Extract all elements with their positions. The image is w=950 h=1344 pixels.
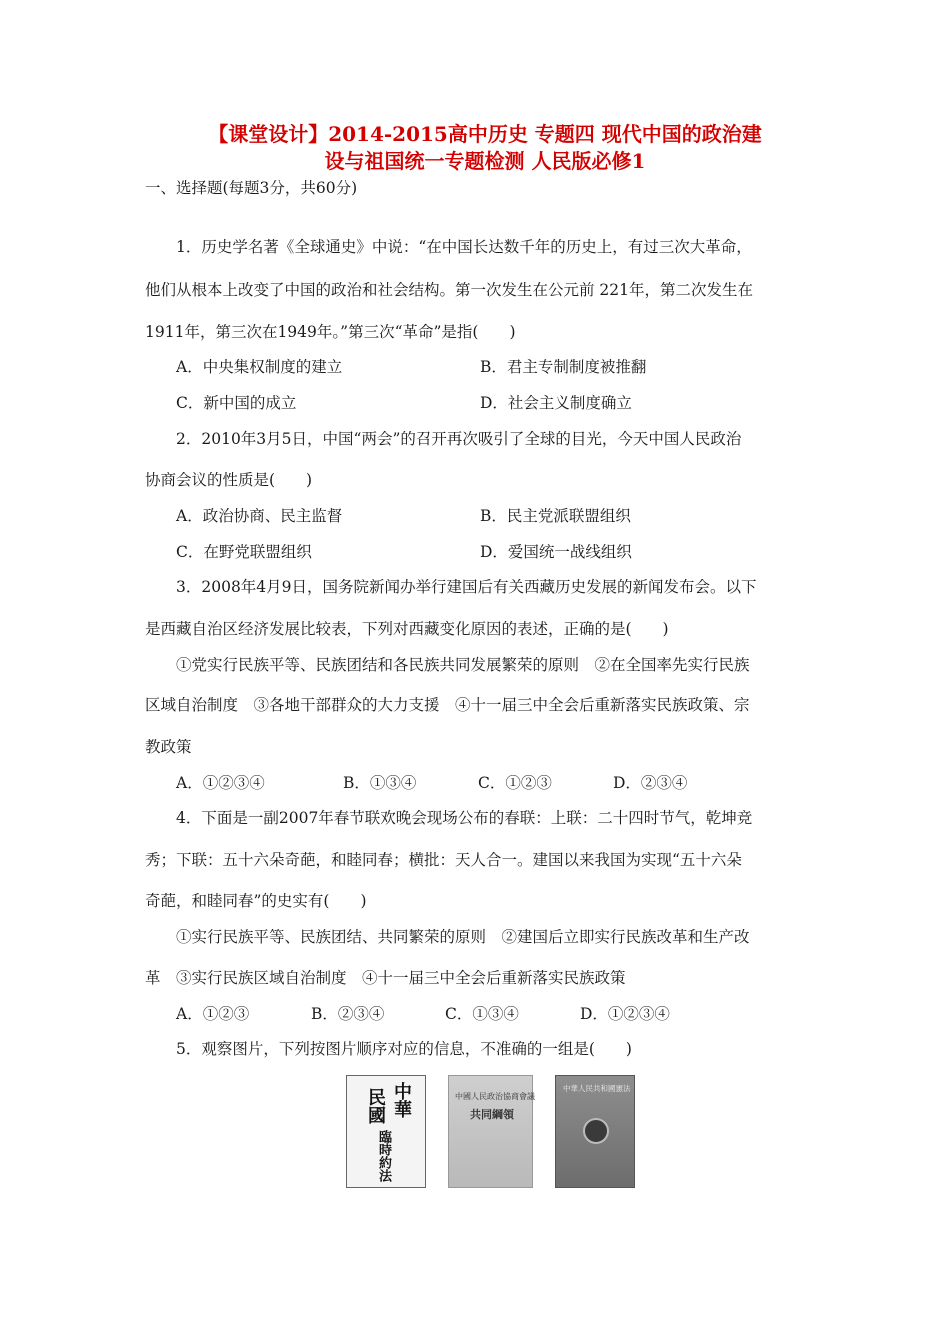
section-heading: 一、选择题(每题3分，共60分) — [145, 179, 358, 197]
q3-line-4: 区域自治制度 ③各地干部群众的大力支援 ④十一届三中全会后重新落实民族政策、宗 — [145, 696, 750, 714]
q3-option-d: D．②③④ — [613, 774, 688, 792]
q3-option-a: A．①②③④ — [176, 774, 265, 792]
q2-line-2: 协商会议的性质是( ) — [145, 471, 313, 489]
national-emblem-icon — [583, 1118, 609, 1144]
q1-line-1: 1．历史学名著《全球通史》中说：“在中国长达数千年的历史上，有过三次大革命， — [176, 238, 752, 256]
q2-line-1: 2．2010年3月5日，中国“两会”的召开再次吸引了全球的目光，今天中国人民政治 — [176, 430, 742, 448]
pic2-line1: 中國人民政治協商會議 — [455, 1092, 535, 1101]
q2-option-d: D．爱国统一战线组织 — [480, 543, 632, 561]
document-title-line-2: 设与祖国统一专题检测 人民版必修1 — [324, 149, 646, 173]
q4-line-1: 4．下面是一副2007年春节联欢晚会现场公布的春联：上联：二十四时节气，乾坤竞 — [176, 809, 753, 827]
q1-line-2: 他们从根本上改变了中国的政治和社会结构。第一次发生在公元前 221年，第二次发生在 — [145, 281, 754, 299]
q2-option-c: C．在野党联盟组织 — [176, 543, 312, 561]
document-title-line-1: 【课堂设计】2014-2015高中历史 专题四 现代中国的政治建 — [208, 122, 762, 146]
q4-option-b: B．②③④ — [311, 1005, 385, 1023]
pic1-col1: 中華 — [391, 1082, 412, 1118]
q3-option-b: B．①③④ — [343, 774, 417, 792]
pic2-line2: 共同綱領 — [470, 1108, 514, 1121]
q3-option-c: C．①②③ — [478, 774, 552, 792]
q4-line-5: 革 ③实行民族区域自治制度 ④十一届三中全会后重新落实民族政策 — [145, 969, 626, 987]
q5-line-1: 5．观察图片，下列按图片顺序对应的信息，不准确的一组是( ) — [176, 1040, 632, 1058]
q3-line-3: ①党实行民族平等、民族团结和各民族共同发展繁荣的原则 ②在全国率先实行民族 — [176, 656, 750, 674]
q3-line-2: 是西藏自治区经济发展比较表，下列对西藏变化原因的表述，正确的是( ) — [145, 620, 669, 638]
q1-option-d: D．社会主义制度确立 — [480, 394, 632, 412]
q3-line-5: 教政策 — [145, 738, 192, 756]
q1-option-c: C．新中国的成立 — [176, 394, 297, 412]
q4-option-d: D．①②③④ — [580, 1005, 670, 1023]
q1-line-3: 1911年，第三次在1949年。”第三次“革命”是指( ) — [145, 323, 516, 341]
pic1-col2: 民國 — [365, 1088, 386, 1124]
q3-line-1: 3．2008年4月9日，国务院新闻办举行建国后有关西藏历史发展的新闻发布会。以下 — [176, 578, 757, 596]
q1-option-b: B．君主专制制度被推翻 — [480, 358, 647, 376]
q4-option-c: C．①③④ — [445, 1005, 519, 1023]
q2-option-b: B．民主党派联盟组织 — [480, 507, 631, 525]
q4-option-a: A．①②③ — [176, 1005, 250, 1023]
pic3-line1: 中華人民共和國憲法 — [563, 1084, 631, 1093]
q4-line-2: 秀；下联：五十六朵奇葩，和睦同春；横批：天人合一。建国以来我国为实现“五十六朵 — [145, 851, 742, 869]
q1-option-a: A．中央集权制度的建立 — [176, 358, 343, 376]
q4-line-3: 奇葩，和睦同春”的史实有( ) — [145, 892, 367, 910]
q2-option-a: A．政治协商、民主监督 — [176, 507, 343, 525]
q4-line-4: ①实行民族平等、民族团结、共同繁荣的原则 ②建国后立即实行民族改革和生产改 — [176, 928, 750, 946]
pic1-col3: 臨時約法 — [376, 1130, 391, 1182]
